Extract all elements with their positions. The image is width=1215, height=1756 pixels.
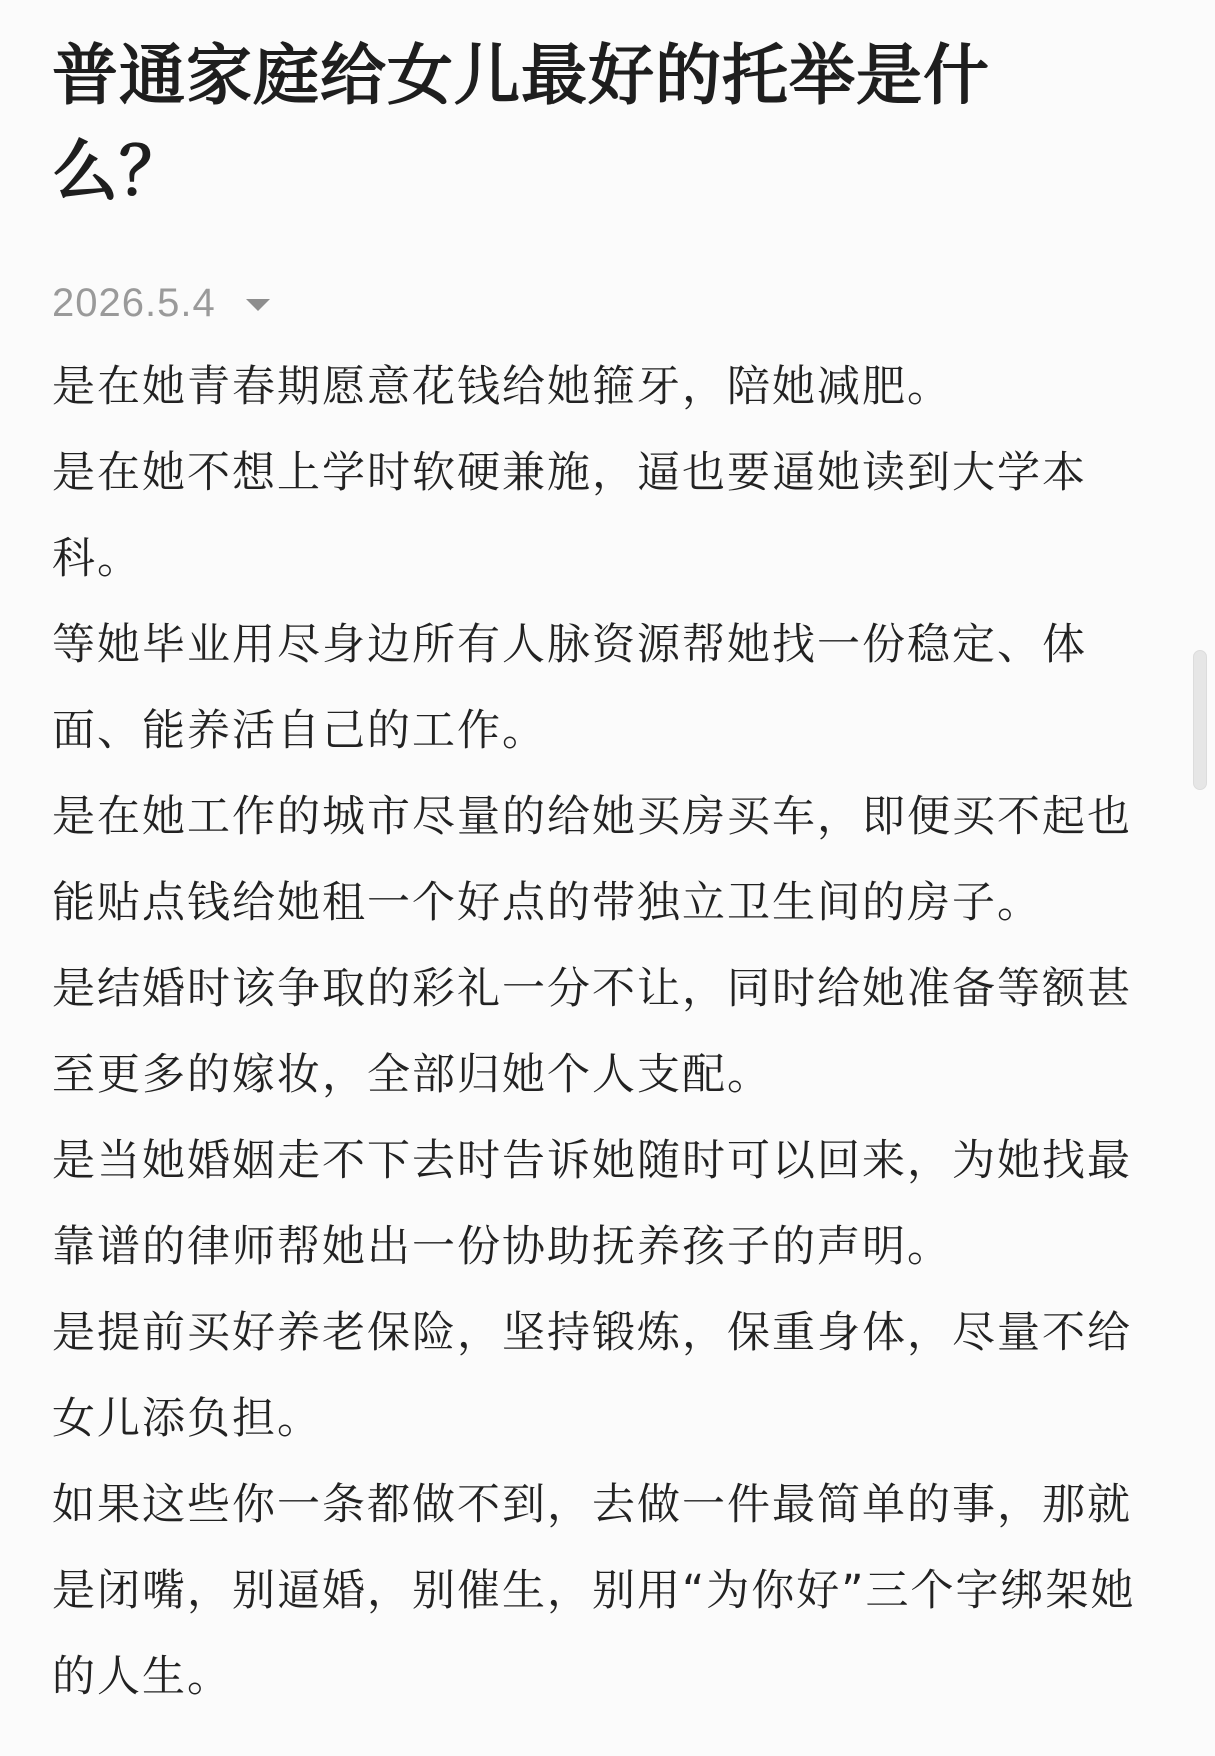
paragraph: 如果这些你一条都做不到，去做一件最简单的事，那就是闭嘴，别逼婚，别催生，别用“为你好”三个字绑架她的人生。 bbox=[52, 1480, 1136, 1702]
article-title: 普通家庭给女儿最好的托举是什么？ bbox=[52, 37, 990, 210]
article-meta bbox=[52, 278, 1162, 328]
paragraph: 是在她不想上学时软硬兼施，逼也要逼她读到大学本科。 bbox=[52, 448, 1087, 584]
scrollbar-thumb[interactable] bbox=[1193, 650, 1207, 790]
chevron-down-icon[interactable] bbox=[246, 299, 270, 311]
paragraph: 是在她工作的城市尽量的给她买房买车，即便买不起也能贴点钱给她租一个好点的带独立卫生间的房子。 bbox=[52, 792, 1132, 928]
paragraph: 是当她婚姻走不下去时告诉她随时可以回来，为她找最靠谱的律师帮她出一份协助抚养孩子的声明。 bbox=[52, 1136, 1132, 1272]
paragraph: 等她毕业用尽身边所有人脉资源帮她找一份稳定、体面、能养活自己的工作。 bbox=[52, 620, 1087, 756]
article-body bbox=[52, 344, 1162, 1720]
paragraph: 是提前买好养老保险，坚持锻炼，保重身体，尽量不给女儿添负担。 bbox=[52, 1308, 1132, 1444]
paragraph: 是在她青春期愿意花钱给她箍牙，陪她减肥。 bbox=[52, 362, 952, 412]
publish-date: 2026.5.4 bbox=[52, 280, 216, 325]
paragraph: 是结婚时该争取的彩礼一分不让，同时给她准备等额甚至更多的嫁妆，全部归她个人支配。 bbox=[52, 964, 1132, 1100]
article bbox=[52, 28, 1162, 1720]
